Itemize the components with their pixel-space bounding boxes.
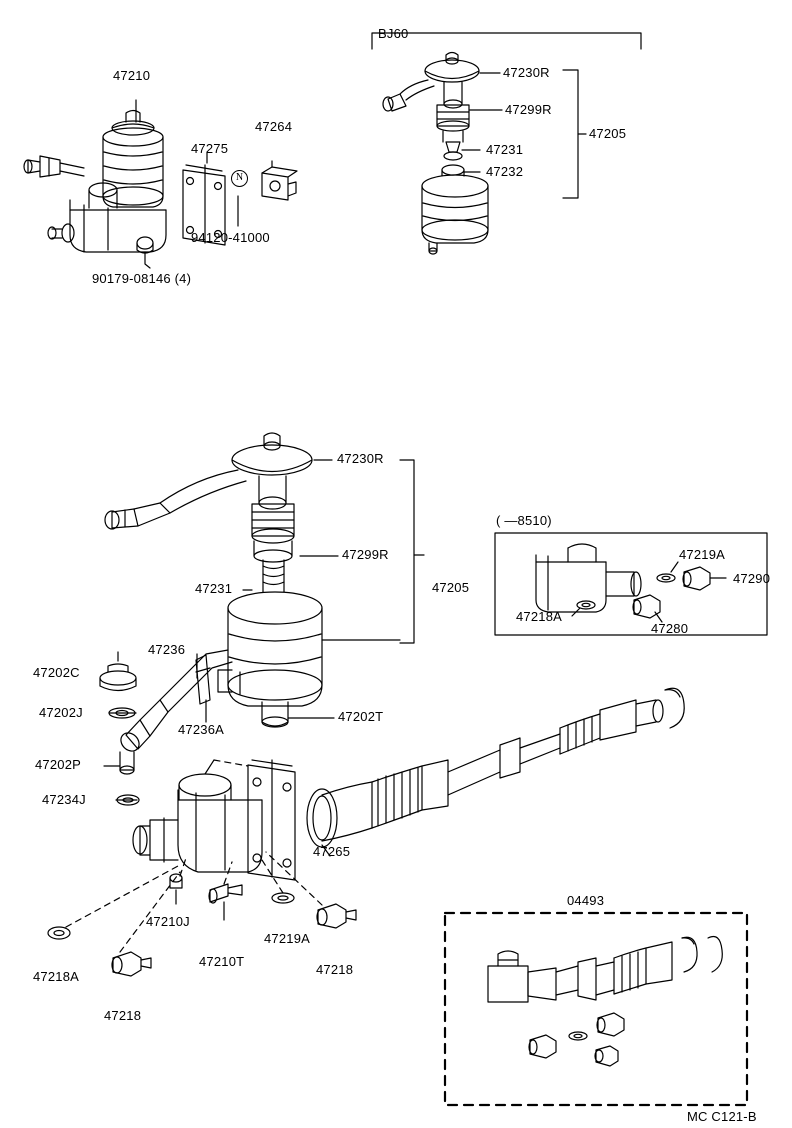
part-label-47210: 47210 (113, 68, 151, 83)
part-label-90179-08146: 90179-08146 (4) (92, 271, 192, 286)
part-label-47219A-low: 47219A (264, 931, 311, 946)
footer-code: MC C121-B (687, 1109, 757, 1124)
part-label-47275: 47275 (191, 141, 229, 156)
part-label-47231-top: 47231 (486, 142, 524, 157)
part-label-47231-mid: 47231 (195, 581, 233, 596)
part-label-47299R-top: 47299R (505, 102, 552, 117)
part-label-47236A: 47236A (178, 722, 225, 737)
part-label-47232-top: 47232 (486, 164, 524, 179)
part-label-47205-top: 47205 (589, 126, 627, 141)
part-label-47205-mid: 47205 (432, 580, 470, 595)
part-label-47264: 47264 (255, 119, 293, 134)
part-label-47202C: 47202C (33, 665, 80, 680)
group-label-04493: 04493 (567, 893, 605, 908)
part-label-47236: 47236 (148, 642, 186, 657)
part-label-47230R-mid: 47230R (337, 451, 384, 466)
part-label-47210T: 47210T (199, 954, 245, 969)
n-mark-icon: N (231, 170, 248, 187)
part-label-47219A-inset: 47219A (679, 547, 726, 562)
part-label-47280-inset: 47280 (651, 621, 689, 636)
part-label-47218A-inset: 47218A (516, 609, 563, 624)
part-label-47202P: 47202P (35, 757, 82, 772)
group-label-bj60: BJ60 (378, 26, 409, 41)
part-label-47290-inset: 47290 (733, 571, 771, 586)
part-label-47202J: 47202J (39, 705, 83, 720)
part-label-47218-low2: 47218 (104, 1008, 142, 1023)
part-label-47265: 47265 (313, 844, 351, 859)
part-label-47299R-mid: 47299R (342, 547, 389, 562)
part-label-47210J: 47210J (146, 914, 190, 929)
group-label-inset-date: ( —8510) (496, 513, 552, 528)
part-label-47234J: 47234J (42, 792, 86, 807)
part-label-47218-low1: 47218 (316, 962, 354, 977)
part-label-94120-41000: 94120-41000 (191, 230, 270, 245)
part-label-47218A-low: 47218A (33, 969, 80, 984)
part-label-47202T: 47202T (338, 709, 384, 724)
part-label-47230R-top: 47230R (503, 65, 550, 80)
